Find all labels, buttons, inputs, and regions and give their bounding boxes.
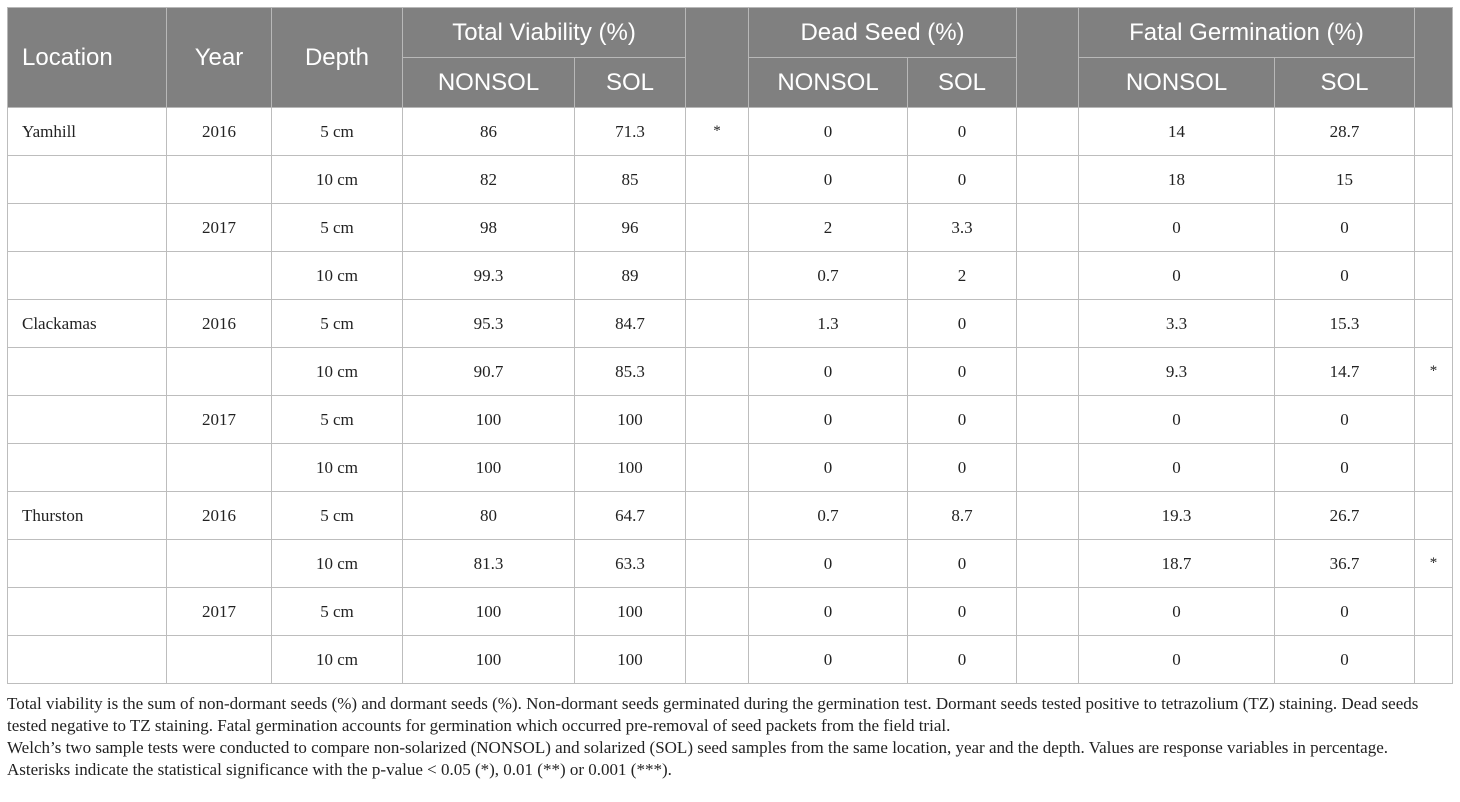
cell-location	[8, 588, 167, 636]
cell-location	[8, 540, 167, 588]
cell-ds-significance	[1017, 156, 1079, 204]
cell-year	[167, 444, 272, 492]
cell-location: Clackamas	[8, 300, 167, 348]
cell-ds-significance	[1017, 636, 1079, 684]
cell-tv-nonsol: 100	[403, 396, 575, 444]
cell-tv-nonsol: 100	[403, 588, 575, 636]
table-header	[8, 8, 1453, 108]
cell-depth: 5 cm	[272, 108, 403, 156]
cell-fg-significance: *	[1415, 348, 1453, 396]
cell-tv-significance	[686, 156, 749, 204]
column-header-ds-significance	[1017, 8, 1079, 108]
cell-year: 2017	[167, 204, 272, 252]
table-row	[8, 348, 1453, 396]
cell-year	[167, 348, 272, 396]
cell-ds-sol: 0	[908, 348, 1017, 396]
cell-ds-nonsol: 0.7	[749, 492, 908, 540]
table-row	[8, 636, 1453, 684]
table-row	[8, 252, 1453, 300]
cell-fg-nonsol: 14	[1079, 108, 1275, 156]
column-header-fg-nonsol: NONSOL	[1079, 58, 1275, 108]
cell-fg-nonsol: 9.3	[1079, 348, 1275, 396]
cell-ds-sol: 0	[908, 588, 1017, 636]
cell-depth: 5 cm	[272, 300, 403, 348]
cell-year: 2017	[167, 588, 272, 636]
cell-ds-significance	[1017, 492, 1079, 540]
cell-year: 2016	[167, 300, 272, 348]
cell-tv-nonsol: 86	[403, 108, 575, 156]
cell-depth: 5 cm	[272, 396, 403, 444]
cell-fg-significance	[1415, 588, 1453, 636]
table-row	[8, 492, 1453, 540]
cell-fg-sol: 26.7	[1275, 492, 1415, 540]
column-header-location: Location	[8, 8, 167, 108]
cell-ds-sol: 8.7	[908, 492, 1017, 540]
column-header-fg-significance	[1415, 8, 1453, 108]
table-body	[8, 108, 1453, 684]
column-group-total-viability: Total Viability (%)	[403, 8, 686, 58]
cell-ds-significance	[1017, 348, 1079, 396]
cell-location	[8, 636, 167, 684]
cell-ds-nonsol: 0	[749, 540, 908, 588]
cell-depth: 5 cm	[272, 204, 403, 252]
cell-tv-sol: 64.7	[575, 492, 686, 540]
table-row	[8, 300, 1453, 348]
cell-tv-nonsol: 100	[403, 444, 575, 492]
table-row	[8, 108, 1453, 156]
table-row	[8, 540, 1453, 588]
cell-fg-nonsol: 0	[1079, 204, 1275, 252]
column-header-tv-sol: SOL	[575, 58, 686, 108]
cell-fg-nonsol: 0	[1079, 588, 1275, 636]
cell-tv-sol: 71.3	[575, 108, 686, 156]
table-row	[8, 396, 1453, 444]
cell-year: 2016	[167, 492, 272, 540]
cell-fg-significance	[1415, 444, 1453, 492]
cell-tv-sol: 85.3	[575, 348, 686, 396]
cell-ds-nonsol: 0	[749, 588, 908, 636]
cell-fg-sol: 0	[1275, 444, 1415, 492]
results-table	[7, 7, 1453, 684]
cell-location: Thurston	[8, 492, 167, 540]
cell-location	[8, 396, 167, 444]
column-header-tv-nonsol: NONSOL	[403, 58, 575, 108]
cell-fg-significance: *	[1415, 540, 1453, 588]
cell-fg-sol: 0	[1275, 636, 1415, 684]
cell-tv-nonsol: 90.7	[403, 348, 575, 396]
column-header-depth: Depth	[272, 8, 403, 108]
cell-ds-sol: 0	[908, 636, 1017, 684]
cell-tv-nonsol: 100	[403, 636, 575, 684]
cell-fg-sol: 14.7	[1275, 348, 1415, 396]
cell-tv-nonsol: 82	[403, 156, 575, 204]
cell-location	[8, 252, 167, 300]
cell-ds-significance	[1017, 204, 1079, 252]
cell-year: 2017	[167, 396, 272, 444]
cell-depth: 5 cm	[272, 492, 403, 540]
cell-fg-sol: 0	[1275, 252, 1415, 300]
cell-fg-sol: 15	[1275, 156, 1415, 204]
cell-ds-significance	[1017, 396, 1079, 444]
cell-ds-nonsol: 2	[749, 204, 908, 252]
cell-depth: 10 cm	[272, 444, 403, 492]
cell-ds-nonsol: 0	[749, 444, 908, 492]
cell-tv-significance	[686, 492, 749, 540]
cell-fg-nonsol: 18.7	[1079, 540, 1275, 588]
table-footnotes	[7, 693, 1453, 781]
cell-tv-sol: 100	[575, 444, 686, 492]
cell-fg-nonsol: 0	[1079, 396, 1275, 444]
cell-ds-significance	[1017, 252, 1079, 300]
cell-location: Yamhill	[8, 108, 167, 156]
cell-tv-nonsol: 81.3	[403, 540, 575, 588]
cell-fg-significance	[1415, 396, 1453, 444]
cell-ds-significance	[1017, 444, 1079, 492]
cell-fg-significance	[1415, 492, 1453, 540]
cell-ds-nonsol: 0	[749, 156, 908, 204]
column-header-year: Year	[167, 8, 272, 108]
cell-fg-sol: 0	[1275, 204, 1415, 252]
cell-fg-significance	[1415, 252, 1453, 300]
cell-location	[8, 156, 167, 204]
cell-fg-nonsol: 18	[1079, 156, 1275, 204]
cell-tv-significance	[686, 204, 749, 252]
cell-tv-nonsol: 80	[403, 492, 575, 540]
cell-tv-sol: 100	[575, 588, 686, 636]
cell-fg-significance	[1415, 204, 1453, 252]
cell-fg-sol: 28.7	[1275, 108, 1415, 156]
cell-tv-significance	[686, 300, 749, 348]
cell-tv-sol: 89	[575, 252, 686, 300]
cell-ds-sol: 0	[908, 300, 1017, 348]
cell-ds-sol: 0	[908, 444, 1017, 492]
cell-tv-significance	[686, 636, 749, 684]
cell-fg-sol: 0	[1275, 588, 1415, 636]
cell-tv-sol: 85	[575, 156, 686, 204]
cell-tv-sol: 100	[575, 636, 686, 684]
cell-tv-sol: 63.3	[575, 540, 686, 588]
column-header-ds-sol: SOL	[908, 58, 1017, 108]
column-header-ds-nonsol: NONSOL	[749, 58, 908, 108]
cell-ds-significance	[1017, 300, 1079, 348]
header-row-1	[8, 8, 1453, 58]
column-group-fatal-germination: Fatal Germination (%)	[1079, 8, 1415, 58]
cell-ds-nonsol: 0	[749, 348, 908, 396]
table-container	[7, 7, 1453, 781]
column-header-fg-sol: SOL	[1275, 58, 1415, 108]
cell-depth: 10 cm	[272, 156, 403, 204]
table-row	[8, 444, 1453, 492]
cell-fg-nonsol: 0	[1079, 444, 1275, 492]
cell-tv-significance	[686, 588, 749, 636]
cell-ds-sol: 0	[908, 108, 1017, 156]
cell-tv-nonsol: 98	[403, 204, 575, 252]
cell-tv-nonsol: 99.3	[403, 252, 575, 300]
cell-fg-significance	[1415, 108, 1453, 156]
table-row	[8, 156, 1453, 204]
table-row	[8, 588, 1453, 636]
cell-fg-nonsol: 0	[1079, 636, 1275, 684]
cell-fg-nonsol: 0	[1079, 252, 1275, 300]
cell-tv-sol: 96	[575, 204, 686, 252]
cell-ds-nonsol: 0	[749, 636, 908, 684]
cell-depth: 5 cm	[272, 588, 403, 636]
cell-fg-sol: 36.7	[1275, 540, 1415, 588]
cell-depth: 10 cm	[272, 348, 403, 396]
cell-ds-sol: 0	[908, 540, 1017, 588]
cell-tv-sol: 100	[575, 396, 686, 444]
cell-tv-significance	[686, 444, 749, 492]
cell-ds-significance	[1017, 108, 1079, 156]
cell-ds-nonsol: 0	[749, 396, 908, 444]
cell-ds-nonsol: 1.3	[749, 300, 908, 348]
cell-location	[8, 444, 167, 492]
column-header-tv-significance	[686, 8, 749, 108]
footnote-definitions: Total viability is the sum of non-dormant seeds (%) and dormant seeds (%). Non-dormant seeds germinated during the germination test. Dormant seeds tested positive to tetrazolium (TZ) staining. Dead seeds tested negative to TZ staining. Fatal germination accounts for germination which occurred pre-removal of seed packets from the field trial.	[7, 694, 1419, 735]
cell-ds-sol: 2	[908, 252, 1017, 300]
cell-ds-significance	[1017, 540, 1079, 588]
cell-fg-significance	[1415, 156, 1453, 204]
cell-fg-significance	[1415, 300, 1453, 348]
cell-location	[8, 204, 167, 252]
cell-ds-sol: 3.3	[908, 204, 1017, 252]
cell-location	[8, 348, 167, 396]
cell-depth: 10 cm	[272, 540, 403, 588]
cell-depth: 10 cm	[272, 252, 403, 300]
cell-tv-nonsol: 95.3	[403, 300, 575, 348]
cell-depth: 10 cm	[272, 636, 403, 684]
cell-tv-significance	[686, 348, 749, 396]
cell-ds-nonsol: 0.7	[749, 252, 908, 300]
cell-tv-sol: 84.7	[575, 300, 686, 348]
cell-year	[167, 636, 272, 684]
cell-ds-sol: 0	[908, 396, 1017, 444]
column-group-dead-seed: Dead Seed (%)	[749, 8, 1017, 58]
cell-ds-sol: 0	[908, 156, 1017, 204]
cell-year	[167, 540, 272, 588]
cell-fg-nonsol: 19.3	[1079, 492, 1275, 540]
cell-ds-nonsol: 0	[749, 108, 908, 156]
cell-year	[167, 252, 272, 300]
cell-tv-significance	[686, 540, 749, 588]
cell-fg-sol: 15.3	[1275, 300, 1415, 348]
cell-tv-significance	[686, 252, 749, 300]
cell-year	[167, 156, 272, 204]
cell-tv-significance: *	[686, 108, 749, 156]
table-row	[8, 204, 1453, 252]
cell-year: 2016	[167, 108, 272, 156]
cell-fg-nonsol: 3.3	[1079, 300, 1275, 348]
cell-tv-significance	[686, 396, 749, 444]
cell-fg-significance	[1415, 636, 1453, 684]
cell-fg-sol: 0	[1275, 396, 1415, 444]
footnote-statistics: Welch’s two sample tests were conducted to compare non-solarized (NONSOL) and solarized (SOL) seed samples from the same location, year and the depth. Values are response variables in percentage. Asterisks indicate the statistical significance with the p-value < 0.05 (*), 0.01 (**) or 0.001 (***).	[7, 738, 1388, 779]
cell-ds-significance	[1017, 588, 1079, 636]
